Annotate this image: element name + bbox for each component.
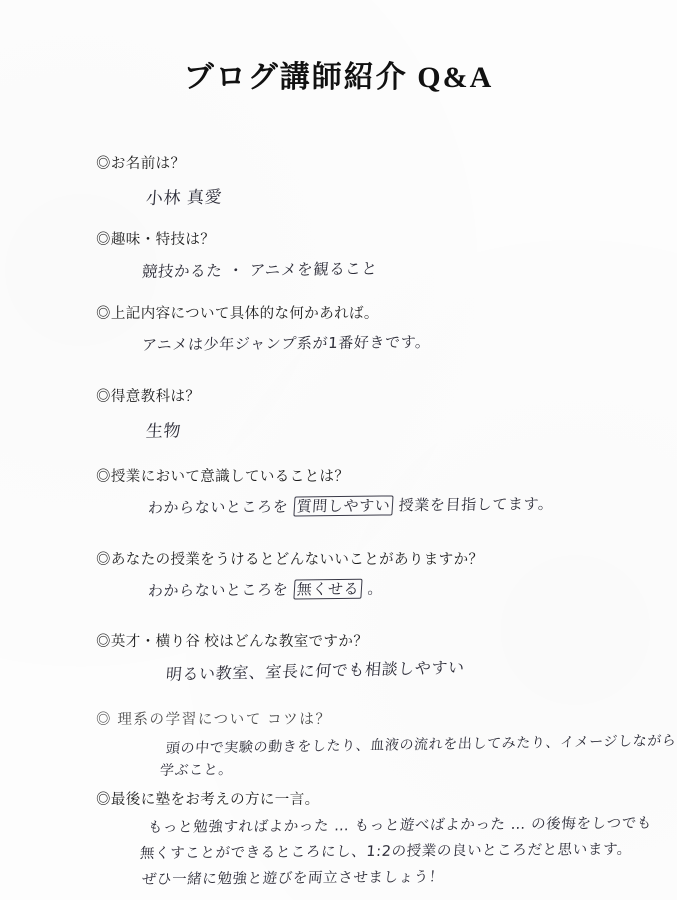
question-label: ◎最後に塾をお考えの方に一言。 [96,792,320,808]
answer-part-boxed: 質問しやすい [293,495,394,516]
question-label: ◎お名前は？ [96,156,186,172]
answer-text-line1: もっと勉強すればよかった … もっと遊べばよかった … の後悔をしつでも [147,815,653,837]
question-label: ◎授業において意識していることは？ [96,469,350,485]
answer-part-pre: わからないところを [147,497,295,518]
question-label: ◎得意教科は？ [96,389,201,405]
page-title: ブログ講師紹介 Q&A [183,61,494,94]
answer-text-line1: 頭の中で実験の動きをしたり、血液の流れを出してみたり、イメージしながら [165,732,677,758]
answer-text-line2: 無くすことができるところにし、1:2の授業の良いところだと思います。 [139,841,633,863]
answer-part-boxed: 無くせる [293,579,363,600]
question-label: ◎ 理系の学習について コツは？ [96,712,332,728]
answer-text: 競技かるた ・ アニメを観ること [141,259,379,282]
qa-list [0,140,677,900]
answer-part-post: 。 [361,579,384,598]
answer-text: 小林 真愛 [145,187,223,210]
answer-text [147,493,554,518]
answer-text: 生物 [145,421,182,443]
answer-text: 明るい教室、室長に何でも相談しやすい [165,657,466,685]
answer-part-pre: わからないところを [147,580,295,601]
answer-text [147,578,383,601]
answer-text: アニメは少年ジャンプ系が1番好きです。 [141,332,432,355]
question-label: ◎英才・横り谷 校はどんな教室ですか？ [96,634,369,650]
question-label: ◎あなたの授業をうけるとどんないいことがありますか？ [96,552,484,568]
question-label: ◎趣味・特技は？ [96,232,216,248]
answer-part-post: 授業を目指してます。 [392,494,555,515]
answer-text-line3: ぜひ一緒に勉強と遊びを両立させましょう！ [141,869,445,889]
answer-text-line2: 学ぶこと。 [159,761,234,780]
question-label: ◎上記内容について具体的な何かあれば。 [96,306,379,322]
